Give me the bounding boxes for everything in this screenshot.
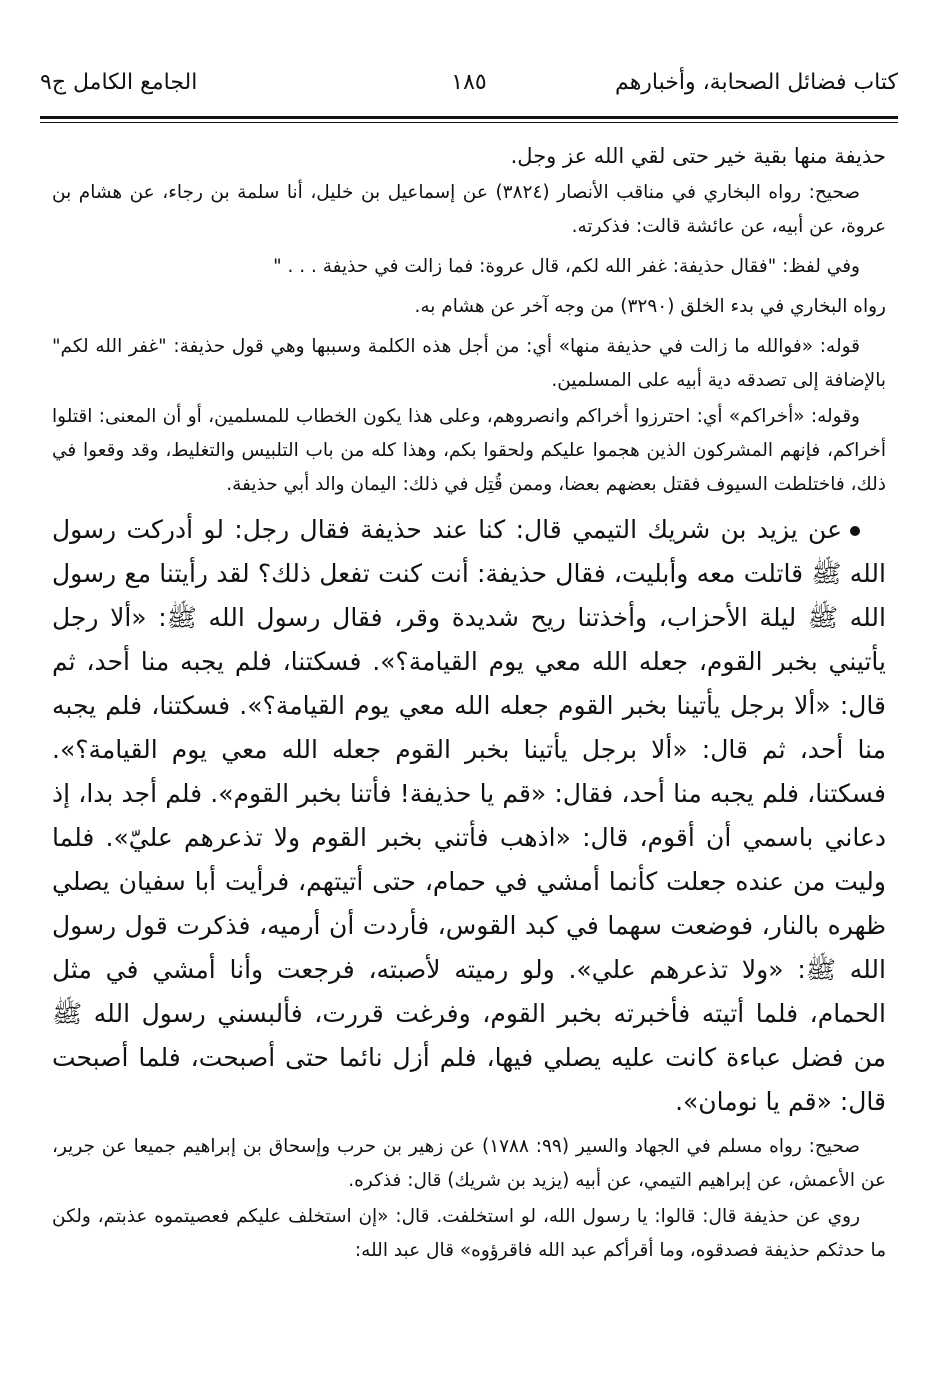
header-rule-thick (40, 116, 898, 119)
bullet-icon (850, 526, 860, 536)
paragraph-continuation: حذيفة منها بقية خير حتى لقي الله عز وجل. (510, 144, 886, 168)
paragraph-takhrij: صحيح: رواه البخاري في مناقب الأنصار (٣٨٢٤) عن إسماعيل بن خليل، أنا سلمة بن رجاء، عن هشام بن عروة، عن أبيه، عن عائشة قالت: فذكرته. (52, 182, 886, 237)
paragraph-variant: وفي لفظ: "فقال حذيفة: غفر الله لكم، قال عروة: فما زالت في حذيفة . . . " (273, 256, 860, 277)
paragraph-commentary: قوله: «فوالله ما زالت في حذيفة منها» أي: من أجل هذه الكلمة وسببها وهي قول حذيفة: "غفر الله لكم" بالإضافة إلى تصدقه دية أبيه على المسلمين. (52, 336, 886, 391)
paragraph-takhrij-2: رواه البخاري في بدء الخلق (٣٢٩٠) من وجه آخر عن هشام به. (414, 296, 886, 317)
hadith-paragraph (52, 508, 886, 1124)
paragraph-commentary-2: وقوله: «أخراكم» أي: احترزوا أخراكم وانصروهم، وعلى هذا يكون الخطاب للمسلمين، أو أن المعنى: اقتلوا أخراكم، فإنهم المشركون الذين هجموا عليكم ولحقوا بكم، وهذا كله من باب التلبيس والتغليط، وقد وقعوا في ذلك، فاختلطت السيوف فقتل بعضهم بعضا، وممن قُتِل في ذلك: اليمان والد أبي حذيفة. (52, 406, 886, 495)
paragraph-takhrij-3: صحيح: رواه مسلم في الجهاد والسير (٩٩: ١٧٨٨) عن زهير بن حرب وإسحاق بن إبراهيم جميعا عن جرير، عن الأعمش، عن إبراهيم التيمي، عن أبيه (يزيد بن شريك) قال: فذكره. (52, 1136, 886, 1191)
header-rule-thin (40, 122, 898, 123)
page-body (52, 138, 886, 1268)
book-title: الجامع الكامل ج٩ (40, 70, 198, 95)
chapter-title: كتاب فضائل الصحابة، وأخبارهم (615, 70, 898, 95)
running-header (40, 62, 898, 110)
hadith-text: عن يزيد بن شريك التيمي قال: كنا عند حذيفة فقال رجل: لو أدركت رسول الله ﷺ قاتلت معه وأبليت، فقال حذيفة: أنت كنت تفعل ذلك؟ لقد رأيتنا مع رسول الله ﷺ ليلة الأحزاب، وأخذتنا ريح شديدة وقر، فقال رسول الله ﷺ: «ألا رجل يأتيني بخبر القوم، جعله الله معي يوم القيامة؟». فسكتنا، فلم يجبه منا أحد، ثم قال: «ألا برجل يأتينا بخبر القوم جعله الله معي يوم القيامة؟». فسكتنا، فلم يجبه منا أحد، ثم قال: «ألا برجل يأتينا بخبر القوم جعله الله معي يوم القيامة؟». فسكتنا، فلم يجبه منا أحد، فقال: «قم يا حذيفة! فأتنا بخبر القوم». فلم أجد بدا، إذ دعاني باسمي أن أقوم، قال: «اذهب فأتني بخبر القوم ولا تذعرهم عليّ». فلما وليت من عنده جعلت كأنما أمشي في حمام، حتى أتيتهم، فرأيت أبا سفيان يصلي ظهره بالنار، فوضعت سهما في كبد القوس، فأردت أن أرميه، فذكرت قول رسول الله ﷺ: «ولا تذعرهم علي». ولو رميته لأصبته، فرجعت وأنا أمشي في مثل الحمام، فلما أتيته فأخبرته بخبر القوم، وفرغت قررت، فألبسني رسول الله ﷺ من فضل عباءة كانت عليه يصلي فيها، فلم أزل نائما حتى أصبحت، فلما أصبحت قال: «قم يا نومان». (52, 515, 886, 1116)
paragraph-hadith-2: روي عن حذيفة قال: قالوا: يا رسول الله، لو استخلفت. قال: «إن استخلف عليكم فعصيتموه عذبتم، ولكن ما حدثكم حذيفة فصدقوه، وما أقرأكم عبد الله فاقرؤوه» قال عبد الله: (52, 1206, 886, 1261)
page-number: ١٨٥ (451, 70, 487, 95)
